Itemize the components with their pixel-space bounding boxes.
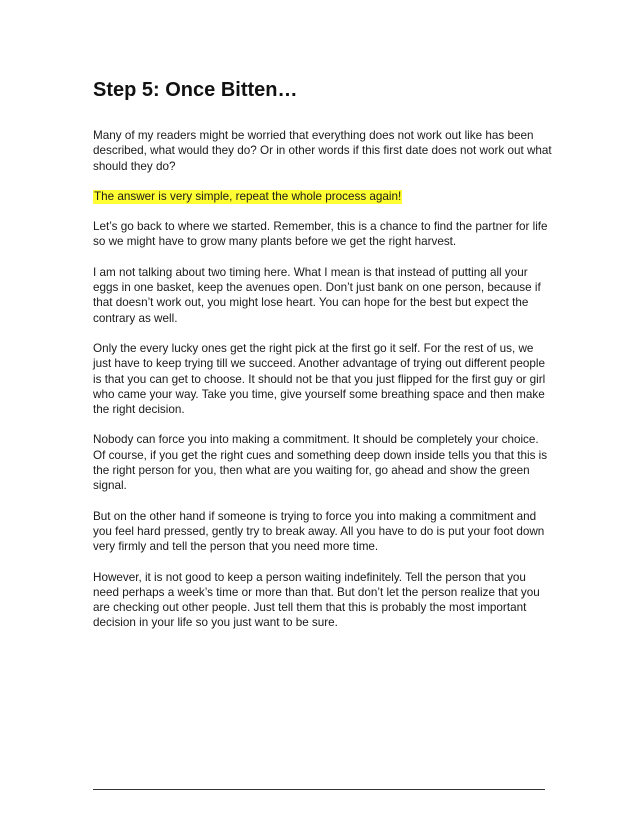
text-line: Let’s go back to where we started. Remember, this is a chance to find the partner for life: [93, 220, 548, 234]
highlighted-paragraph: [93, 189, 555, 204]
text-line: decision in your life so you just want to be sure.: [93, 616, 338, 630]
text-line: who came your way. Take you time, give yourself some breathing space and then make: [93, 387, 545, 401]
text-line: is that you can get to choose. It should not be that you just flipped for the first guy or girl: [93, 372, 546, 386]
paragraph: [93, 432, 555, 493]
highlighted-text: The answer is very simple, repeat the whole process again!: [94, 189, 402, 203]
text-line: very firmly and tell the person that you need more time.: [93, 540, 379, 554]
text-line: [93, 189, 555, 204]
paragraph: [93, 128, 555, 174]
paragraph: [93, 219, 555, 250]
text-line: Nobody can force you into making a commitment. It should be completely your choice.: [93, 433, 539, 447]
paragraph: [93, 341, 555, 417]
text-line: Of course, if you get the right cues and something deep down inside tells you that this is: [93, 448, 548, 462]
text-line: described, what would they do? Or in other words if this first date does not work out what: [93, 144, 552, 158]
text-line: are checking out other people. Just tell them that this is probably the most important: [93, 601, 527, 615]
text-line: However, it is not good to keep a person waiting indefinitely. Tell the person that you: [93, 570, 526, 584]
paragraph: [93, 509, 555, 555]
text-line: contrary as well.: [93, 311, 178, 325]
paragraph: [93, 265, 555, 326]
text-line: so we might have to grow many plants before we get the right harvest.: [93, 235, 457, 249]
text-line: need perhaps a week’s time or more than that. But don’t let the person realize that you: [93, 585, 540, 599]
text-line: the right decision.: [93, 403, 185, 417]
text-line: Many of my readers might be worried that everything does not work out like has been: [93, 129, 534, 142]
text-line: signal.: [93, 479, 127, 493]
text-line: should they do?: [93, 159, 176, 173]
paragraph: [93, 570, 555, 631]
footer-divider: [93, 789, 545, 790]
text-line: that doesn’t work out, you might lose heart. You can hope for the best but expect the: [93, 296, 529, 310]
text-line: eggs in one basket, keep the avenues open. Don’t just bank on one person, because if: [93, 281, 541, 295]
text-line: just have to keep trying till we succeed. Another advantage of trying out different people: [93, 357, 545, 371]
text-line: you feel hard pressed, gently try to break away. All you have to do is put your foot down: [93, 524, 545, 538]
text-line: But on the other hand if someone is trying to force you into making a commitment and: [93, 509, 537, 523]
section-heading: Step 5: Once Bitten…: [93, 79, 298, 101]
body-text: [93, 128, 555, 646]
text-line: Only the every lucky ones get the right pick at the first go it self. For the rest of us, we: [93, 341, 534, 355]
text-line: the right person for you, then what are you waiting for, go ahead and show the green: [93, 464, 530, 478]
text-line: I am not talking about two timing here. What I mean is that instead of putting all your: [93, 265, 528, 279]
